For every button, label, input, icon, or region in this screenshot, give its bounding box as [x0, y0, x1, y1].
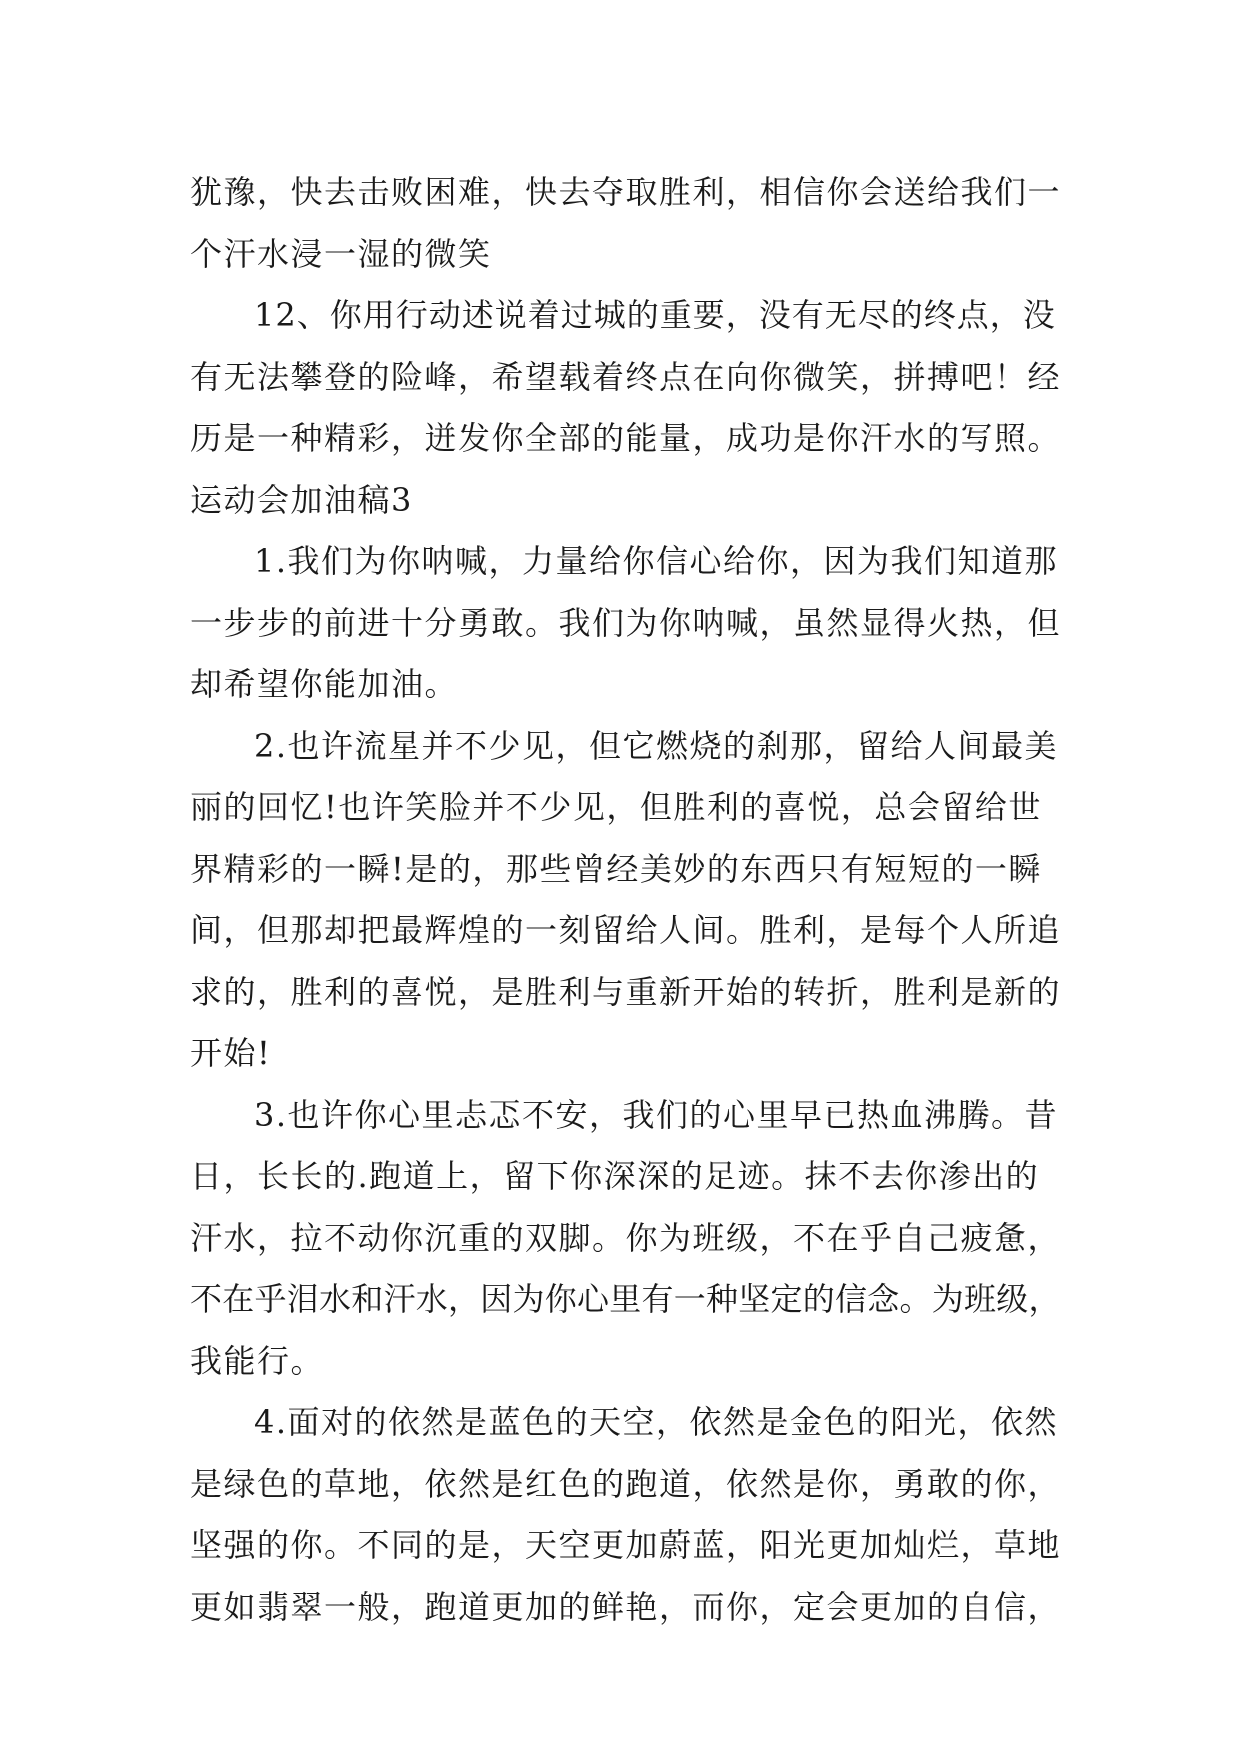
text-line: 一步步的前进十分勇敢。我们为你呐喊，虽然显得火热，但 — [190, 603, 1062, 642]
text-line: 坚强的你。不同的是，天空更加蔚蓝，阳光更加灿烂，草地 — [190, 1526, 1062, 1564]
paragraph-start-line: 3.也许你心里忐忑不安，我们的心里早已热血沸腾。昔 — [254, 1095, 1059, 1134]
text-line: 间，但那却把最辉煌的一刻留给人间。胜利，是每个人所追 — [190, 911, 1062, 949]
document-body — [190, 162, 1060, 1638]
paragraph-start-line: 1.我们为你呐喊，力量给你信心给你，因为我们知道那 — [254, 542, 1059, 580]
text-line: 却希望你能加油。 — [190, 665, 459, 703]
text-line: 更如翡翠一般，跑道更加的鲜艳，而你，定会更加的自信， — [190, 1587, 1062, 1626]
section-heading: 运动会加油稿3 — [190, 480, 413, 519]
text-line: 不在乎泪水和汗水，因为你心里有一种坚定的信念。为班级， — [190, 1280, 1061, 1318]
text-line: 我能行。 — [190, 1341, 325, 1380]
text-line: 是绿色的草地，依然是红色的跑道，依然是你，勇敢的你， — [190, 1464, 1062, 1503]
paragraph-start-line: 2.也许流星并不少见，但它燃烧的刹那，留给人间最美 — [254, 726, 1059, 765]
text-line: 历是一种精彩，迸发你全部的能量，成功是你汗水的写照。 — [190, 419, 1062, 457]
text-line: 界精彩的一瞬!是的，那些曾经美妙的东西只有短短的一瞬 — [190, 849, 1042, 888]
text-line: 汗水，拉不动你沉重的双脚。你为班级，不在乎自己疲惫， — [190, 1218, 1062, 1257]
text-line: 犹豫，快去击败困难，快去夺取胜利，相信你会送给我们一 — [190, 173, 1062, 211]
text-line: 求的，胜利的喜悦，是胜利与重新开始的转折，胜利是新的 — [190, 972, 1062, 1011]
text-line: 个汗水浸一湿的微笑 — [190, 234, 492, 273]
text-line: 开始! — [190, 1034, 272, 1072]
text-line: 日，长长的.跑道上，留下你深深的足迹。抹不去你渗出的 — [190, 1157, 1040, 1195]
text-line: 丽的回忆!也许笑脸并不少见，但胜利的喜悦，总会留给世 — [190, 788, 1042, 826]
text-line: 有无法攀登的险峰，希望载着终点在向你微笑，拼搏吧！经 — [190, 357, 1062, 396]
paragraph-start-line: 12、你用行动述说着过城的重要，没有无尽的终点，没 — [254, 296, 1056, 334]
paragraph-start-line: 4.面对的依然是蓝色的天空，依然是金色的阳光，依然 — [254, 1403, 1059, 1441]
